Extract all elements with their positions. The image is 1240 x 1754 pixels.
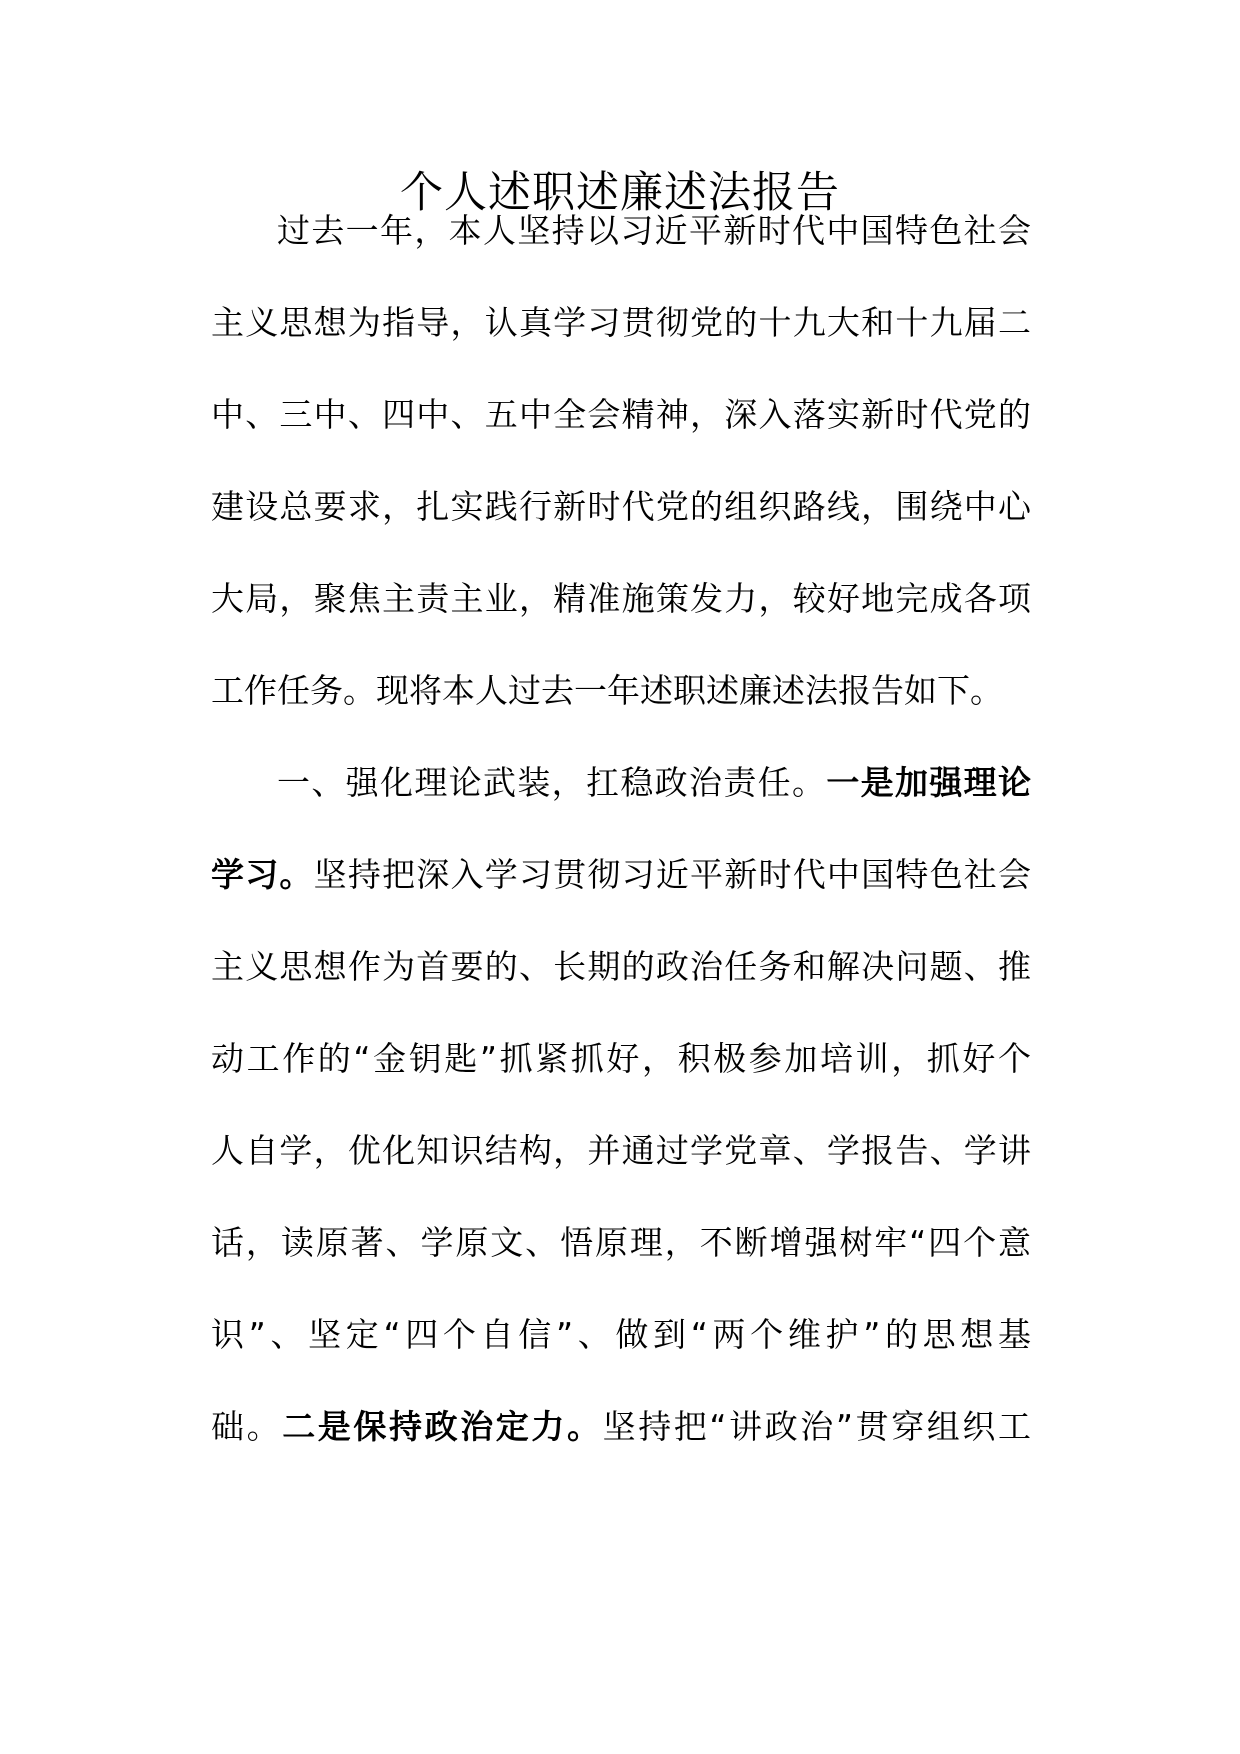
paragraph-2-line-3: 主义思想作为首要的、长期的政治任务和解决问题、推	[211, 947, 1031, 986]
paragraph-2-line-5: 人自学，优化知识结构，并通过学党章、学报告、学讲	[211, 1131, 1031, 1170]
bold-point-heading: 二是保持政治定力。	[282, 1407, 603, 1446]
paragraph-2-line-2	[211, 850, 1031, 900]
paragraph-2-line-8	[211, 1402, 1031, 1452]
bold-point-heading: 一是加强理论	[826, 763, 1032, 802]
paragraph-2-line-7: 识”、坚定“四个自信”、做到“两个维护”的思想基	[211, 1315, 1031, 1354]
paragraph-2-line-1	[277, 758, 1031, 808]
paragraph-2-line-4: 动工作的“金钥匙”抓紧抓好，积极参加培训，抓好个	[211, 1039, 1031, 1078]
paragraph-1-line-6: 工作任务。现将本人过去一年述职述廉述法报告如下。	[211, 671, 1003, 710]
body-text: 坚持把深入学习贯彻习近平新时代中国特色社会	[313, 855, 1032, 894]
paragraph-1-line-4: 建设总要求，扎实践行新时代党的组织路线，围绕中心	[211, 487, 1031, 526]
section-heading: 一、强化理论武装，扛稳政治责任。	[277, 763, 827, 802]
paragraph-1-line-5: 大局，聚焦主责主业，精准施策发力，较好地完成各项	[211, 579, 1031, 618]
body-text: 坚持把“讲政治”贯穿组织工	[602, 1407, 1032, 1446]
body-text: 础。	[211, 1407, 283, 1446]
paragraph-1-line-2: 主义思想为指导，认真学习贯彻党的十九大和十九届二	[211, 303, 1031, 342]
bold-point-heading-end: 学习。	[211, 855, 314, 894]
paragraph-1-line-3: 中、三中、四中、五中全会精神，深入落实新时代党的	[211, 395, 1031, 434]
document-title: 个人述职述廉述法报告	[400, 168, 840, 218]
paragraph-1-line-1: 过去一年，本人坚持以习近平新时代中国特色社会	[277, 211, 1031, 250]
paragraph-2-line-6: 话，读原著、学原文、悟原理，不断增强树牢“四个意	[211, 1223, 1031, 1262]
